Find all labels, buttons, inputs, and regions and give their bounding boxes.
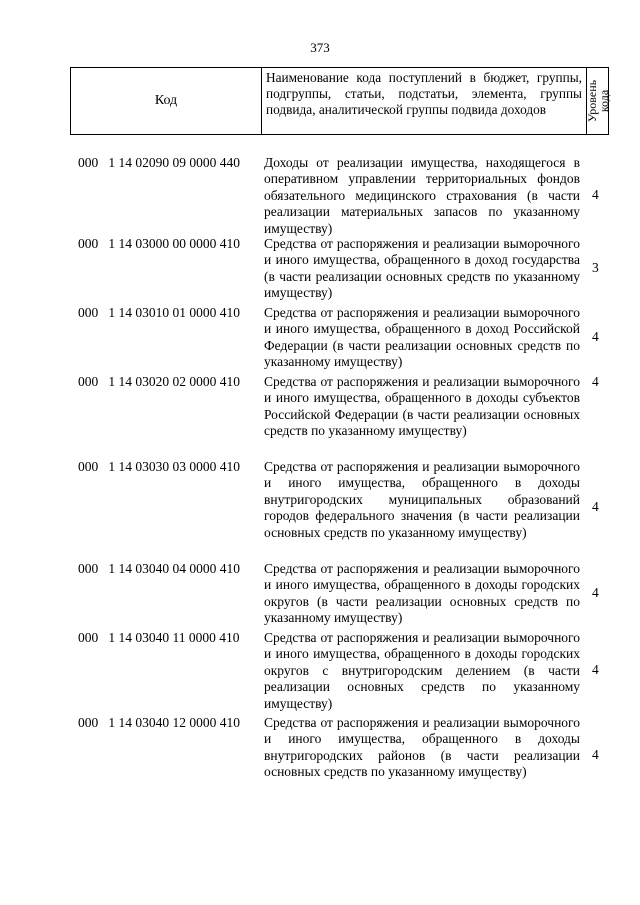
row-code	[78, 715, 240, 731]
page-number: 373	[310, 40, 330, 55]
row-budget-code: 1 14 03030 03 0000 410	[108, 459, 240, 474]
row-level: 4	[592, 747, 599, 762]
row-code	[78, 305, 240, 321]
row-budget-code: 1 14 02090 09 0000 440	[108, 155, 240, 170]
header-level-line1: Уровень	[584, 79, 599, 123]
row-admin-code: 000	[78, 305, 99, 320]
row-name: Средства от распоряжения и реализации выморочного и иного имущества, обращенного в доходы субъектов Российской Федерации (в части реализации основных средств по указанному имуществу)	[264, 374, 580, 439]
header-level-cell	[584, 68, 611, 134]
row-admin-code: 000	[78, 459, 99, 474]
row-budget-code: 1 14 03040 04 0000 410	[108, 561, 240, 576]
row-level: 4	[592, 329, 599, 344]
table-row	[0, 236, 640, 302]
row-code	[78, 561, 240, 577]
row-level: 4	[592, 585, 599, 600]
table-row	[0, 155, 640, 236]
row-level: 3	[592, 260, 599, 275]
row-code	[78, 459, 240, 475]
row-name: Средства от распоряжения и реализации выморочного и иного имущества, обращенного в доходы городских округов (в части реализации основных средств по указанному имуществу)	[264, 561, 580, 626]
table-row	[0, 715, 640, 797]
table-row	[0, 374, 640, 456]
row-budget-code: 1 14 03040 12 0000 410	[108, 715, 240, 730]
row-name: Средства от распоряжения и реализации выморочного и иного имущества, обращенного в доход государства (в части реализации основных средств по указанному имуществу)	[264, 236, 580, 301]
row-level: 4	[592, 187, 599, 202]
row-admin-code: 000	[78, 236, 99, 251]
row-budget-code: 1 14 03010 01 0000 410	[108, 305, 240, 320]
table-row	[0, 561, 640, 627]
row-admin-code: 000	[78, 630, 99, 645]
row-admin-code: 000	[78, 715, 99, 730]
row-code	[78, 155, 240, 171]
table-row	[0, 305, 640, 371]
row-admin-code: 000	[78, 155, 99, 170]
row-level: 4	[592, 374, 599, 389]
row-budget-code: 1 14 03000 00 0000 410	[108, 236, 240, 251]
row-code	[78, 630, 240, 646]
row-code	[78, 374, 240, 390]
table-row	[0, 630, 640, 712]
row-admin-code: 000	[78, 374, 99, 389]
header-name-cell: Наименование кода поступлений в бюджет, группы, подгруппы, статьи, подстатьи, элемента, группы подвида, аналитической группы подвида доходов	[262, 68, 587, 134]
row-budget-code: 1 14 03020 02 0000 410	[108, 374, 240, 389]
row-name: Средства от распоряжения и реализации выморочного и иного имущества, обращенного в доходы городских округов с внутригородским делением (в части реализации основных средств по указанному имуществу)	[264, 630, 580, 711]
header-level-label	[586, 80, 610, 122]
row-budget-code: 1 14 03040 11 0000 410	[108, 630, 240, 645]
row-level: 4	[592, 499, 599, 514]
row-level: 4	[592, 662, 599, 677]
row-name: Средства от распоряжения и реализации выморочного и иного имущества, обращенного в доход Российской Федерации (в части реализации основных средств по указанному имуществу)	[264, 305, 580, 370]
header-level-line2: кода	[596, 89, 611, 113]
row-name: Средства от распоряжения и реализации выморочного и иного имущества, обращенного в доходы внутригородских муниципальных образований городов федерального значения (в части реализации основных средств по указанному имуществу)	[264, 459, 580, 540]
table-row	[0, 459, 640, 558]
row-admin-code: 000	[78, 561, 99, 576]
table-body	[0, 155, 640, 800]
row-code	[78, 236, 240, 252]
row-name: Доходы от реализации имущества, находящегося в оперативном управлении территориальных фондов обязательного медицинского страхования (в части реализации материальных запасов по указанному имуществу)	[264, 155, 580, 236]
row-name: Средства от распоряжения и реализации выморочного и иного имущества, обращенного в доходы внутригородских районов (в части реализации основных средств по указанному имуществу)	[264, 715, 580, 780]
table-header	[70, 67, 609, 135]
header-code-cell: Код	[71, 68, 262, 134]
